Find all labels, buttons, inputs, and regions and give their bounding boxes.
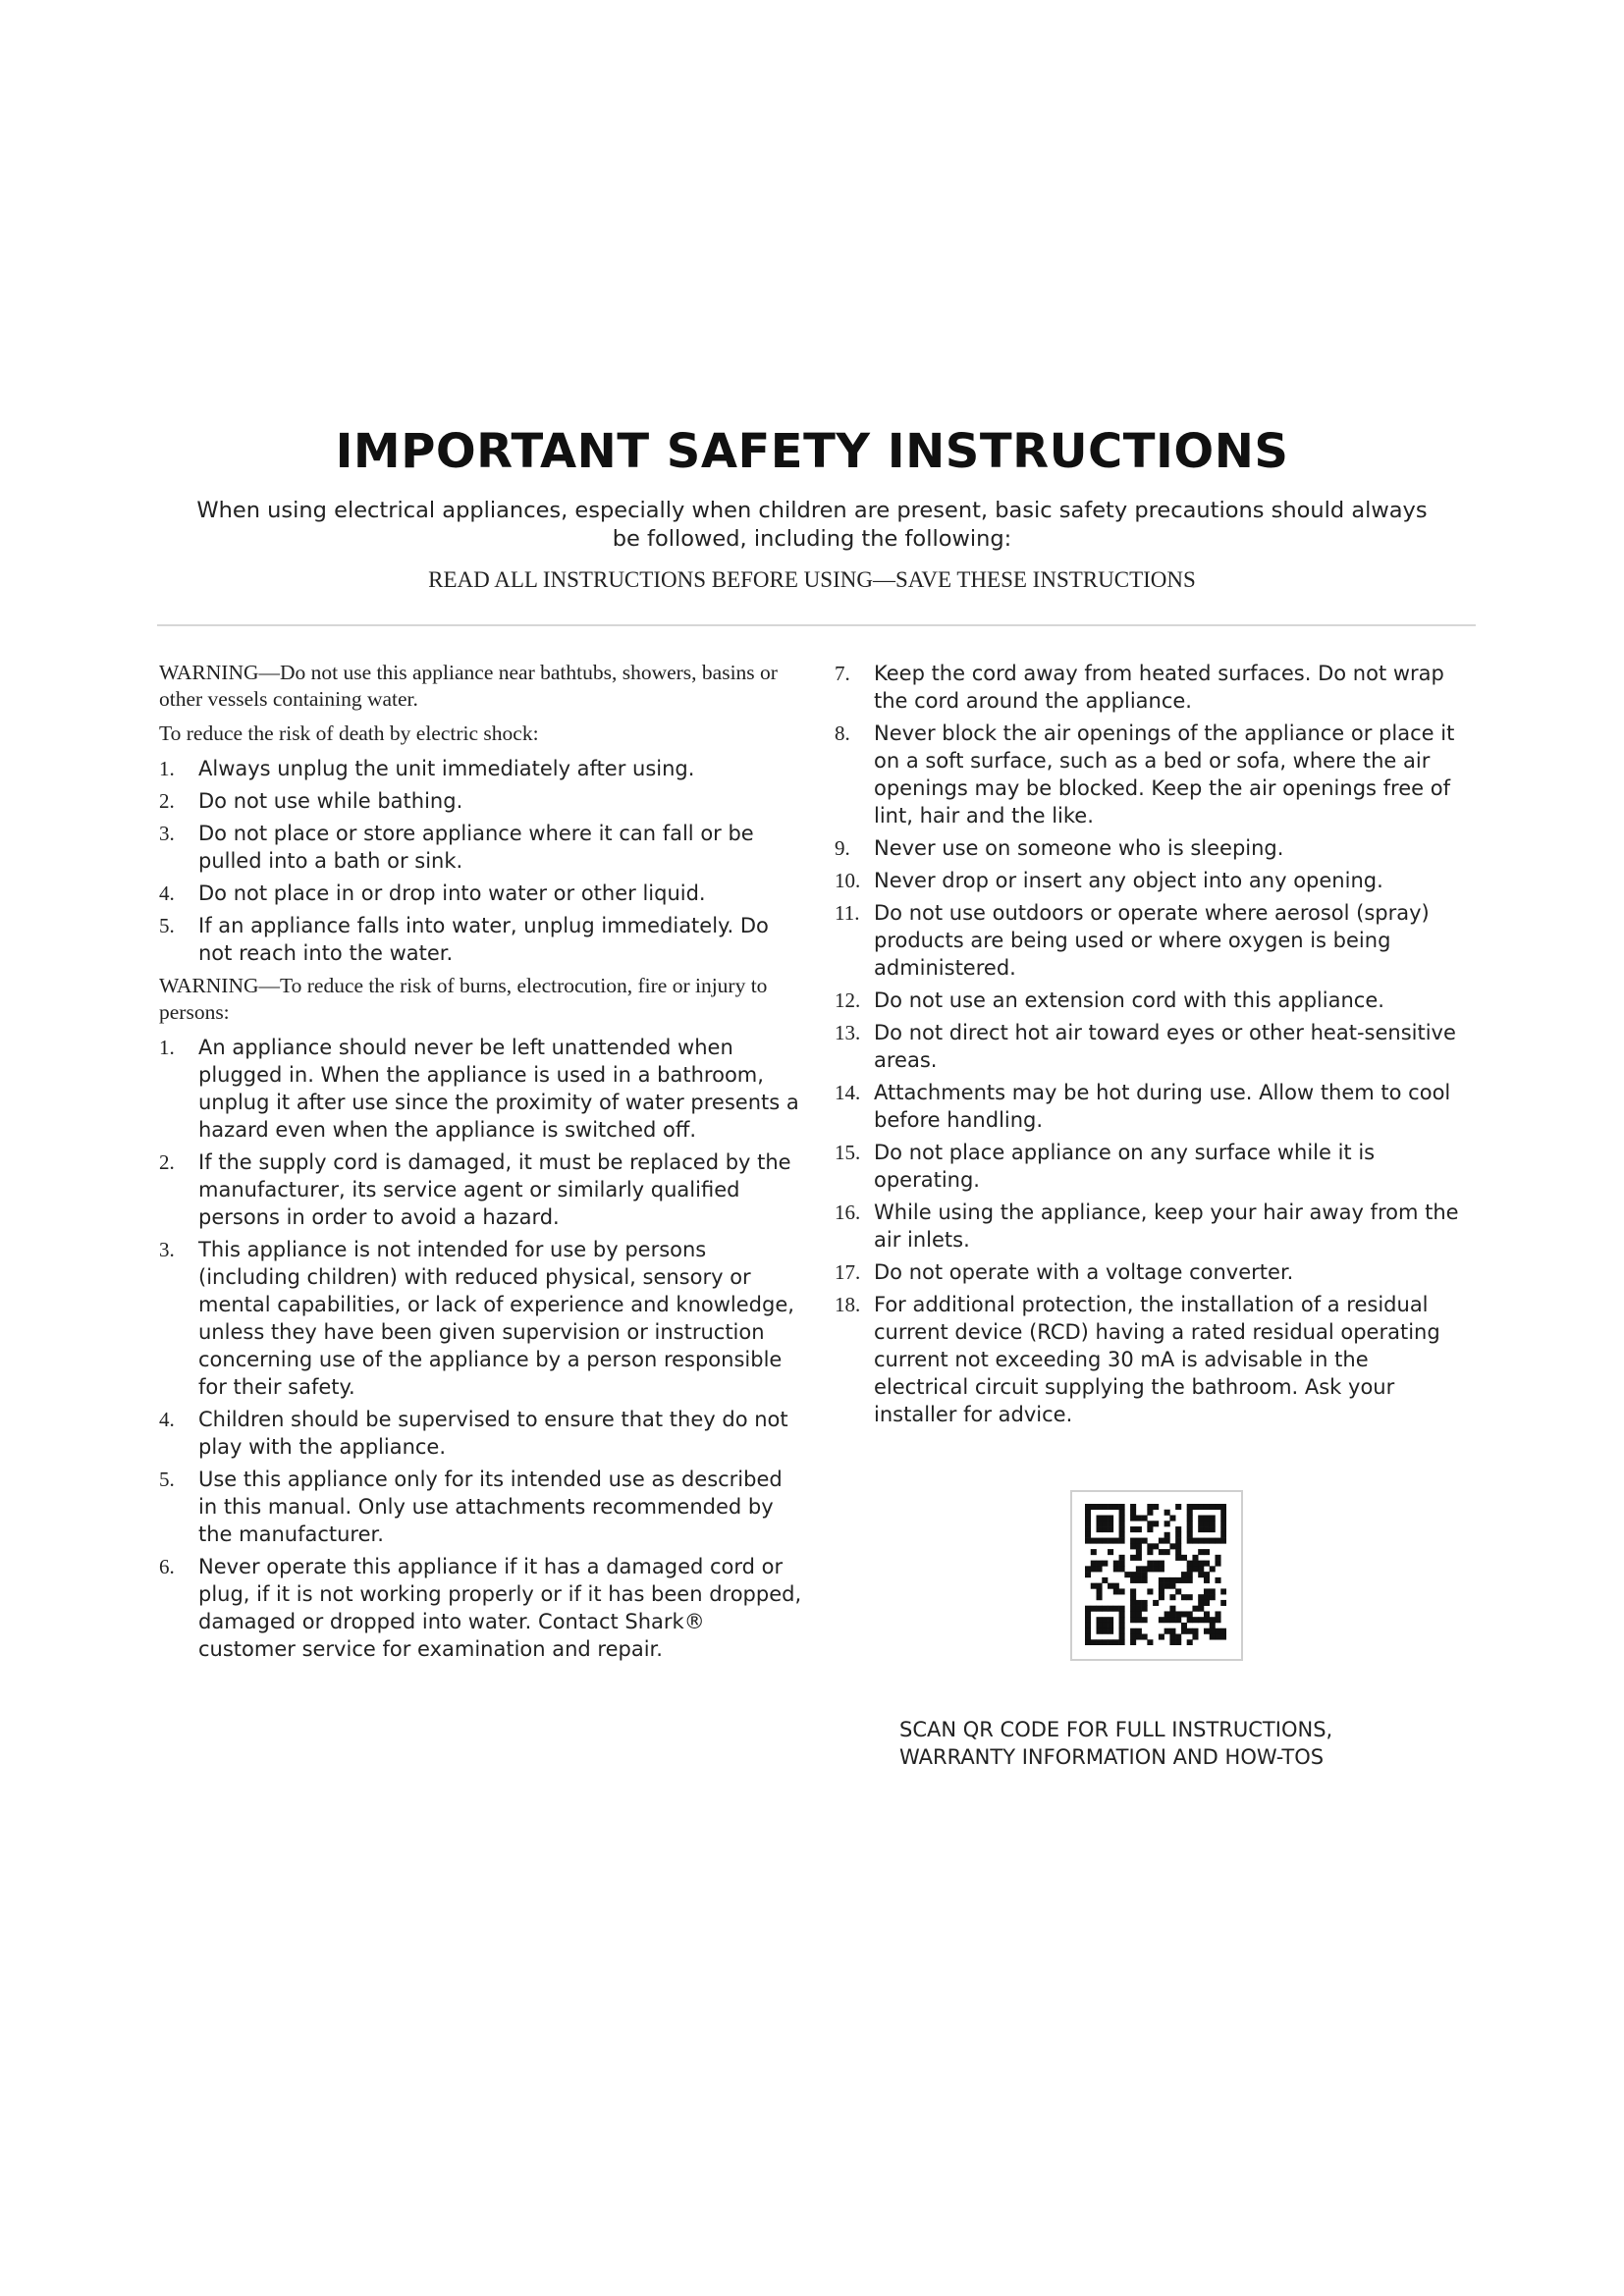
list-item [835, 987, 1463, 1014]
list-item [835, 1079, 1463, 1134]
item-text: An appliance should never be left unattended when plugged in. When the appliance is used in a bathroom, unplug it after use since the proximity of water presents a hazard even when the appliance is switched off. [198, 1036, 799, 1142]
qr-code-icon [1085, 1504, 1226, 1645]
list-item [835, 899, 1463, 982]
list-item [835, 660, 1463, 715]
item-text: Children should be supervised to ensure that they do not play with the appliance. [198, 1408, 788, 1459]
item-text: Do not use an extension cord with this appliance. [874, 988, 1384, 1012]
warning-water: WARNING—Do not use this appliance near bathtubs, showers, basins or other vessels containing water. [159, 661, 778, 711]
item-text: While using the appliance, keep your hair away from the air inlets. [874, 1201, 1459, 1252]
list-item [159, 1553, 807, 1663]
item-number: 1. [159, 1036, 175, 1059]
item-text: If an appliance falls into water, unplug immediately. Do not reach into the water. [198, 914, 769, 965]
item-number: 6. [159, 1555, 175, 1578]
item-number: 18. [835, 1293, 861, 1316]
shock-intro: To reduce the risk of death by electric shock: [159, 721, 539, 745]
item-text: Always unplug the unit immediately after using. [198, 757, 695, 780]
list-item [835, 720, 1463, 829]
item-number: 3. [159, 822, 175, 845]
list-item [159, 912, 807, 967]
list-item [835, 834, 1463, 862]
item-text: Do not use while bathing. [198, 789, 463, 813]
item-text: Never drop or insert any object into any opening. [874, 869, 1383, 892]
item-number: 7. [835, 662, 850, 685]
item-number: 13. [835, 1021, 861, 1044]
item-text: For additional protection, the installation of a residual current device (RCD) having a rated residual operating current not exceeding 30 mA is advisable in the electrical circuit supplying the bathroom. Ask your installer for advice. [874, 1293, 1440, 1426]
item-number: 11. [835, 901, 860, 925]
item-number: 2. [159, 1150, 175, 1174]
shock-list [159, 755, 807, 967]
item-text: Do not place appliance on any surface while it is operating. [874, 1141, 1376, 1192]
scan-qr-text: SCAN QR CODE FOR FULL INSTRUCTIONS, WARRANTY INFORMATION AND HOW-TOS [899, 1718, 1333, 1769]
qr-code-frame[interactable] [1070, 1490, 1243, 1661]
item-number: 2. [159, 789, 175, 813]
list-item [159, 880, 807, 907]
item-number: 10. [835, 869, 861, 892]
item-text: This appliance is not intended for use by persons (including children) with reduced physical, sensory or mental capabilities, or lack of experience and knowledge, unless they have been given supervision or instruction concerning use of the appliance by a person responsible for their safety. [198, 1238, 794, 1399]
item-text: Never use on someone who is sleeping. [874, 836, 1284, 860]
list-item [835, 1199, 1463, 1254]
list-item [835, 1019, 1463, 1074]
item-text: Do not place in or drop into water or other liquid. [198, 881, 706, 905]
item-number: 12. [835, 988, 861, 1012]
item-text: Keep the cord away from heated surfaces. Do not wrap the cord around the appliance. [874, 662, 1444, 713]
left-column [159, 660, 807, 1669]
item-number: 14. [835, 1081, 861, 1104]
item-text: Never block the air openings of the appliance or place it on a soft surface, such as a bed or sofa, where the air openings may be blocked. Keep the air openings free of lint, hair and the like. [874, 721, 1455, 828]
item-number: 1. [159, 757, 175, 780]
item-number: 17. [835, 1260, 861, 1284]
burn-list [159, 1034, 807, 1663]
item-text: Never operate this appliance if it has a damaged cord or plug, if it is not working properly or if it has been dropped, damaged or dropped into water. Contact Shark® customer service for examination and repair. [198, 1555, 802, 1661]
list-item [159, 787, 807, 815]
list-item [835, 1139, 1463, 1194]
warning-burns: WARNING—To reduce the risk of burns, electrocution, fire or injury to persons: [159, 974, 768, 1024]
item-text: Do not place or store appliance where it can fall or be pulled into a bath or sink. [198, 822, 754, 873]
item-text: If the supply cord is damaged, it must be replaced by the manufacturer, its service agent or similarly qualified persons in order to avoid a hazard. [198, 1150, 791, 1229]
list-item [159, 755, 807, 782]
list-item [835, 1291, 1463, 1428]
item-number: 9. [835, 836, 850, 860]
item-text: Attachments may be hot during use. Allow them to cool before handling. [874, 1081, 1451, 1132]
list-item [835, 867, 1463, 894]
item-text: Do not use outdoors or operate where aerosol (spray) products are being used or where oxygen is being administered. [874, 901, 1430, 980]
intro-text: When using electrical appliances, especially when children are present, basic safety precautions should always be followed, including the following: [196, 498, 1428, 552]
item-text: Do not operate with a voltage converter. [874, 1260, 1294, 1284]
list-item [159, 1236, 807, 1401]
list-item [159, 1034, 807, 1144]
divider [157, 624, 1476, 626]
list-item [159, 1406, 807, 1461]
read-all-notice: READ ALL INSTRUCTIONS BEFORE USING—SAVE THESE INSTRUCTIONS [428, 567, 1196, 592]
item-number: 5. [159, 1468, 175, 1491]
item-number: 8. [835, 721, 850, 745]
item-number: 5. [159, 914, 175, 937]
item-number: 16. [835, 1201, 861, 1224]
right-column [835, 660, 1463, 1434]
item-number: 4. [159, 1408, 175, 1431]
list-item [835, 1258, 1463, 1286]
item-text: Use this appliance only for its intended use as described in this manual. Only use attachments recommended by the manufacturer. [198, 1468, 783, 1546]
right-list [835, 660, 1463, 1428]
list-item [159, 1466, 807, 1548]
list-item [159, 820, 807, 875]
list-item [159, 1148, 807, 1231]
item-text: Do not direct hot air toward eyes or other heat-sensitive areas. [874, 1021, 1456, 1072]
item-number: 15. [835, 1141, 861, 1164]
item-number: 4. [159, 881, 175, 905]
item-number: 3. [159, 1238, 175, 1261]
page-title: IMPORTANT SAFETY INSTRUCTIONS [335, 424, 1289, 479]
